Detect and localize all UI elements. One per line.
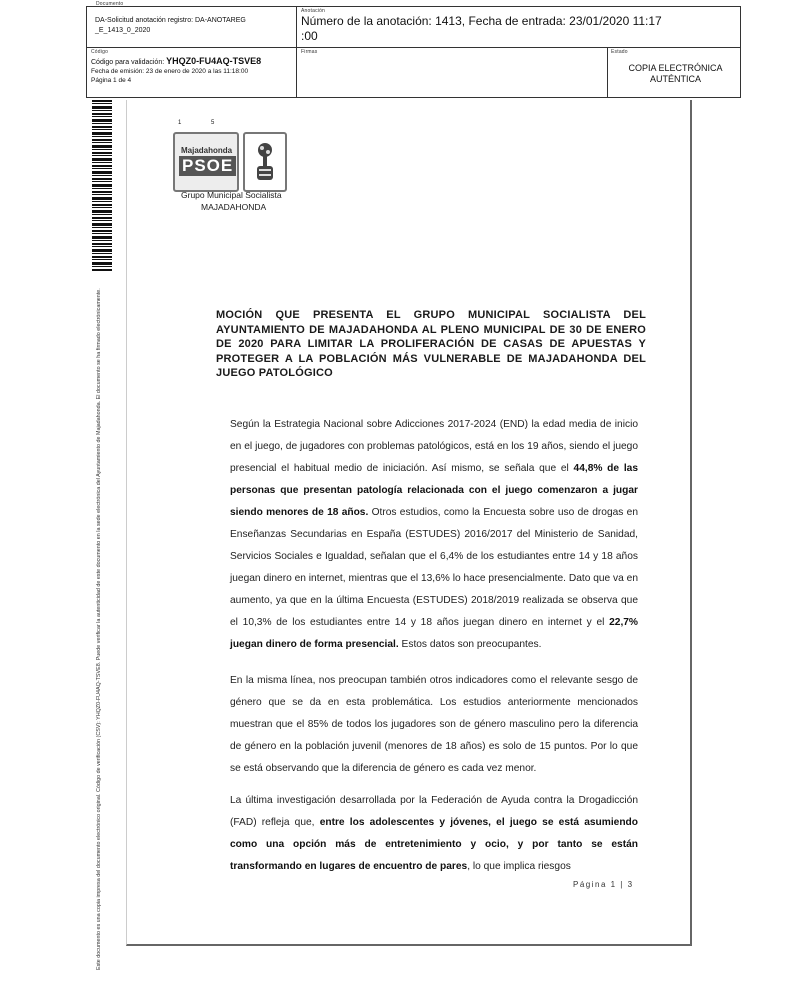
motion-title: MOCIÓN QUE PRESENTA EL GRUPO MUNICIPAL SOCIALISTA DEL AYUNTAMIENTO DE MAJADAHONDA AL PLENO MUNICIPAL DE 30 DE ENERO DE 2020 PARA LIMITAR LA PROLIFERACIÓN DE CASAS DE APUESTAS Y PROTEGER A LA POBLACIÓN MÁS VULNERABLE DE MAJADAHONDA DEL JUEGO PATOLÓGICO (216, 309, 646, 379)
code-label: Código (91, 49, 109, 55)
document-code: _E_1413_0_2020 (95, 27, 151, 34)
paragraph-1-highlight-1: 44,8% de las personas que presentan patología relacionada con el juego comenzaron a jugar siendo menores de 18 años. (230, 463, 638, 518)
document-type: DA-Solicitud anotación registro: DA-ANOTAREG (95, 17, 246, 24)
logo-town: MAJADAHONDA (201, 202, 267, 212)
document-label: Documento (96, 1, 124, 7)
copy-status: COPIA ELECTRÓNICA AUTÉNTICA (628, 63, 723, 84)
paragraph-1-text-a: Según la Estrategia Nacional sobre Adicciones 2017-2024 (END) la edad media de inicio en el juego, de jugadores con problemas patológicos, está en los 19 años, siendo el juego presencial el habitual medio de iniciación. Así mismo, se señala que el (230, 419, 638, 474)
validation-code: YHQZ0-FU4AQ-TSVE8 (166, 56, 262, 66)
barcode (92, 100, 112, 272)
annotation-number: Número de la anotación: 1413, Fecha de entrada: 23/01/2020 11:17 (301, 14, 662, 28)
emission-date: Fecha de emisión: 23 de enero de 2020 a las 11:18:00 (91, 68, 249, 75)
logo-mark-left: 1 (178, 120, 182, 126)
logo-city: Majadahonda (181, 146, 233, 155)
paragraph-3-text-a: La última investigación desarrollada por la Federación de Ayuda contra la Drogadicción (FAD) refleja que, (230, 795, 638, 828)
psoe-logo (173, 120, 283, 220)
paragraph-2: En la misma línea, nos preocupan también otros indicadores como el relevante sesgo de género que se da en esta problemática. Los estudios anteriormente mencionados muestran que el 85% de todos los jugadores son de género masculino pero la diferencia de género en la población juvenil (menores de 18 años) es solo de 15 puntos. Por lo que se está observando que la diferencia de género es cada vez menor. (230, 675, 638, 774)
paragraph-1 (230, 414, 638, 656)
page-number: Página 1 | 3 (573, 880, 634, 889)
paragraph-1-text-b: Otros estudios, como la Encuesta sobre uso de drogas en Enseñanzas Secundarias en España (ESTUDES) 2016/2017 del Ministerio de Sanidad, Servicios Sociales e Igualdad, señalan que el 6,4% de los estudiantes entre 14 y 18 años juegan dinero en internet, mientras que el 13,6% lo hace presencialmente. Dato que va en aumento, ya que en la última Encuesta (ESTUDES) 2018/2019 realizada se observa que el 10,3% de los estudiantes entre 14 y 18 años juegan dinero en internet y el (230, 507, 638, 628)
registry-box (86, 6, 741, 98)
signatures-label: Firmas (301, 49, 318, 55)
logo-party: PSOE (179, 156, 236, 176)
logo-box (173, 132, 239, 192)
annotation-time: :00 (301, 29, 318, 43)
paragraph-3-text-b: , lo que implica riesgos (467, 861, 571, 872)
annotation-label: Anotación (301, 8, 326, 14)
validation-code-label: Código para validación: (91, 59, 165, 66)
side-legal-text: Este documento es una copia impresa del documento electrónico original. Código de verificación (CSV): YHQZ0-FU4AQ-TSVE8. Puede verificar la autenticidad de este documento en la sede electrónica del Ayuntamiento de Majadahonda. El documento se ha firmado electrónicamente. (96, 288, 102, 970)
logo-group-name: Grupo Municipal Socialista (181, 190, 282, 200)
paragraph-1-text-c: Estos datos son preocupantes. (398, 639, 542, 650)
paragraph-3 (230, 790, 638, 878)
state-label: Estado (611, 49, 628, 55)
rose-fist-icon (243, 132, 287, 192)
page-count: Página 1 de 4 (91, 77, 132, 84)
logo-mark-right: 5 (211, 120, 215, 126)
paragraph-3-highlight: entre los adolescentes y jóvenes, el juego se está asumiendo como una opción más de entretenimiento y ocio, y por tanto se están transformando en lugares de encuentro de pares (230, 817, 638, 872)
paragraph-1-highlight-2: 22,7% juegan dinero de forma presencial. (230, 617, 638, 650)
